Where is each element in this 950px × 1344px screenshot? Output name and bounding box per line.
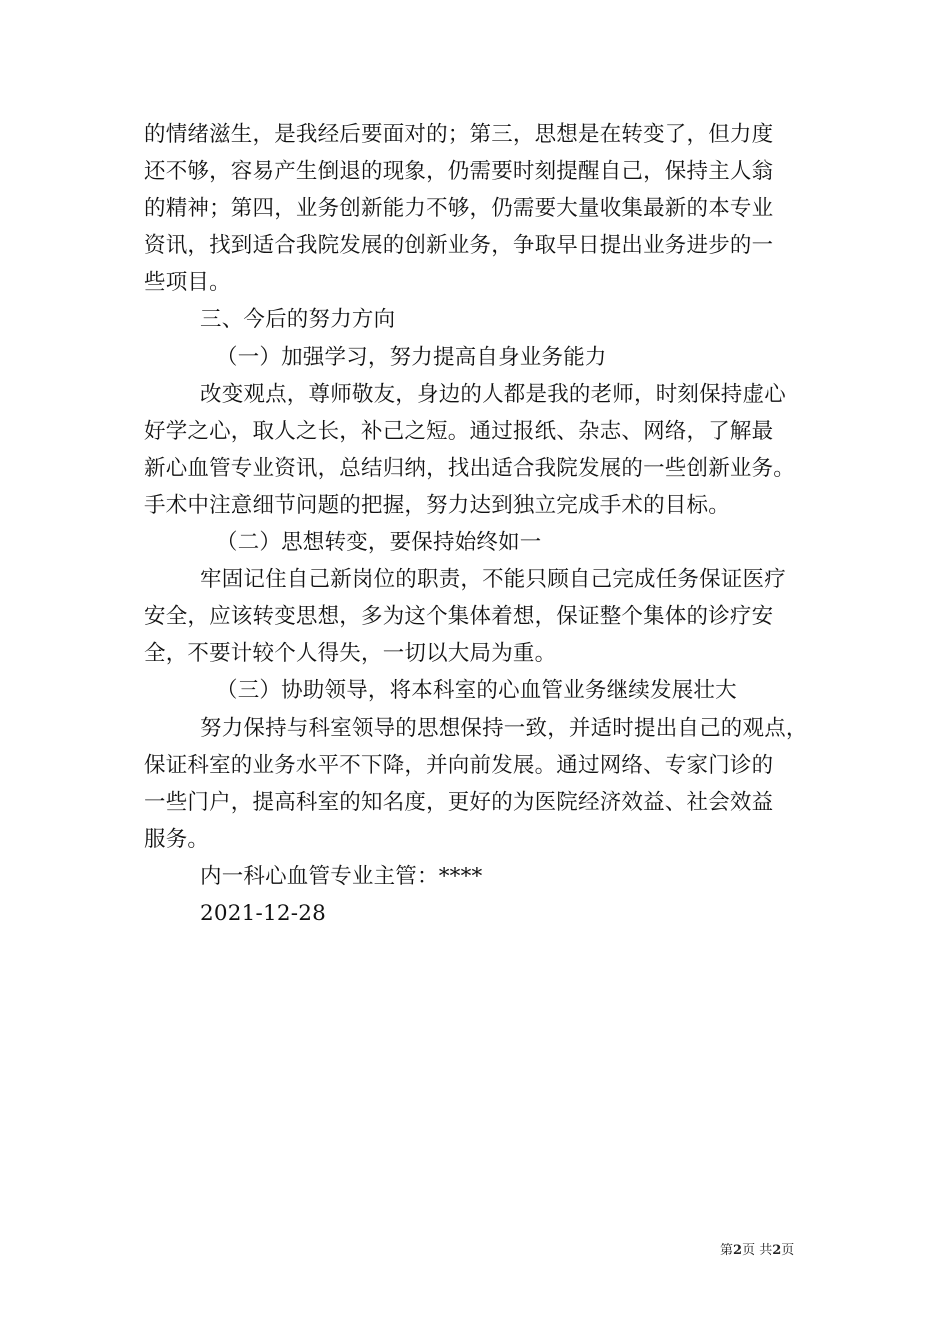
- body-line: 服务。: [144, 826, 210, 852]
- body-line: 还不够，容易产生倒退的现象，仍需要时刻提醒自己，保持主人翁: [144, 159, 774, 185]
- body-line: 全，不要计较个人得失，一切以大局为重。: [144, 641, 557, 667]
- current-page-number: 2: [733, 1243, 743, 1258]
- document-body: [144, 116, 820, 932]
- body-line: 努力保持与科室领导的思想保持一致，并适时提出自己的观点，: [200, 715, 808, 741]
- signature-line: 内一科心血管专业主管：****: [200, 863, 483, 889]
- body-line: 牢固记住自己新岗位的职责，不能只顾自己完成任务保证医疗: [200, 567, 786, 593]
- total-pages-number: 2: [772, 1243, 782, 1258]
- footer-prefix: 第: [720, 1243, 734, 1258]
- body-line: 改变观点，尊师敬友，身边的人都是我的老师，时刻保持虚心: [200, 381, 786, 407]
- footer-middle: 页 共: [742, 1243, 773, 1258]
- body-line: 新心血管专业资讯，总结归纳，找出适合我院发展的一些创新业务。: [144, 455, 796, 481]
- date-line: 2021-12-28: [200, 900, 326, 926]
- subsection-heading: （三）协助领导，将本科室的心血管业务继续发展壮大: [216, 678, 737, 704]
- body-line: 的情绪滋生，是我经后要面对的；第三，思想是在转变了，但力度: [144, 122, 774, 147]
- subsection-heading: （二）思想转变，要保持始终如一: [216, 530, 542, 556]
- subsection-heading: （一）加强学习，努力提高自身业务能力: [216, 344, 607, 370]
- section-heading: 三、今后的努力方向: [200, 307, 396, 333]
- body-line: 一些门户，提高科室的知名度，更好的为医院经济效益、社会效益: [144, 789, 774, 815]
- body-line: 资讯，找到适合我院发展的创新业务，争取早日提出业务进步的一: [144, 233, 774, 259]
- body-line: 些项目。: [144, 270, 231, 296]
- body-line: 保证科室的业务水平不下降，并向前发展。通过网络、专家门诊的: [144, 752, 774, 778]
- body-line: 手术中注意细节问题的把握，努力达到独立完成手术的目标。: [144, 492, 730, 518]
- body-line: 的精神；第四，业务创新能力不够，仍需要大量收集最新的本专业: [144, 196, 774, 222]
- page-number-footer: [720, 1243, 794, 1259]
- footer-suffix: 页: [781, 1243, 795, 1258]
- body-line: 好学之心，取人之长，补己之短。通过报纸、杂志、网络，了解最: [144, 418, 774, 444]
- body-line: 安全，应该转变思想，多为这个集体着想，保证整个集体的诊疗安: [144, 604, 774, 630]
